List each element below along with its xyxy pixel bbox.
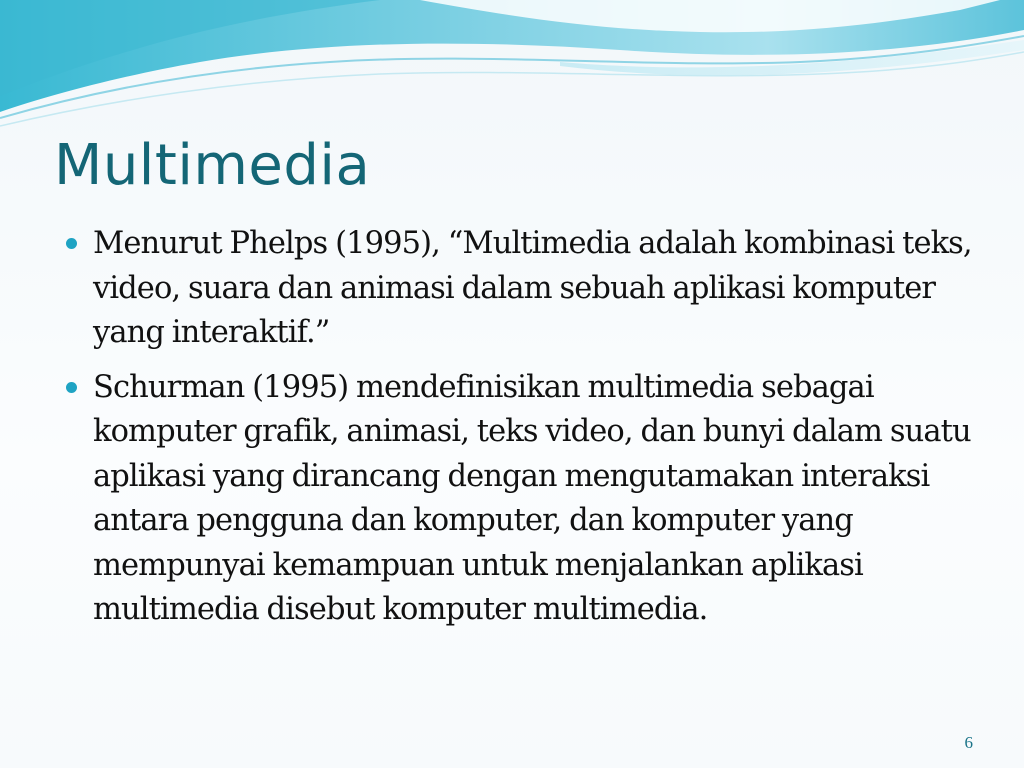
bullet-list	[62, 222, 982, 643]
header-wave-decoration	[0, 0, 1024, 130]
bullet-text: Menurut Phelps (1995), “Multimedia adalah kombinasi teks, video, suara dan animasi dalam sebuah aplikasi komputer yang interaktif.”	[93, 226, 972, 350]
slide-number: 6	[964, 733, 973, 752]
slide-title: Multimedia	[54, 133, 371, 198]
bullet-dot-icon	[66, 238, 77, 249]
bullet-dot-icon	[66, 382, 77, 393]
bullet-item	[62, 222, 982, 356]
bullet-item	[62, 366, 982, 633]
bullet-text: Schurman (1995) mendefinisikan multimedia sebagai komputer grafik, animasi, teks video, dan bunyi dalam suatu aplikasi yang dirancang dengan mengutamakan interaksi antara pengguna dan komputer, dan komputer yang mempunyai kemampuan untuk menjalankan aplikasi multimedia disebut komputer multimedia.	[93, 369, 971, 627]
